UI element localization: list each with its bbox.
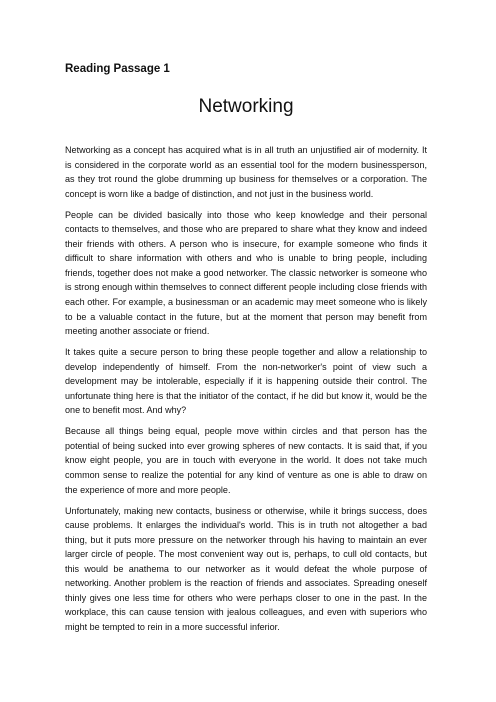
- page-title: Networking: [198, 96, 294, 117]
- paragraph-3: It takes quite a secure person to bring these people together and allow a relationship to develop independently of himself. From the non-networker's point of view such a development may be intolerable, especially if it is happening outside their control. The unfortunate thing here is that the initiator of the contact, if he did but know it, would be the one to benefit most. And why?: [65, 347, 427, 416]
- paragraph-1: Networking as a concept has acquired what is in all truth an unjustified air of modernity. It is considered in the corporate world as an essential tool for the modern businessperson, as they trot round the globe drumming up business for themselves or a corporation. The concept is worn like a badge of distinction, and not just in the business world.: [65, 145, 427, 199]
- paragraph-4: Because all things being equal, people move within circles and that person has the potential of being sucked into ever growing spheres of new contacts. It is said that, if you know eight people, you are in touch with everyone in the world. It does not take much common sense to realize the potential for any kind of venture as one is able to draw on the experience of more and more people.: [65, 426, 427, 495]
- document-page: [65, 62, 427, 641]
- section-label: Reading Passage 1: [65, 63, 170, 75]
- paragraph-5: Unfortunately, making new contacts, business or otherwise, while it brings success, does cause problems. It enlarges the individual's world. This is in truth not altogether a bad thing, but it puts more pressure on the networker through his having to maintain an ever larger circle of people. The most convenient way out is, perhaps, to cull old contacts, but this would be anathema to our networker as it would defeat the whole purpose of networking. Another problem is the reaction of friends and associates. Spreading oneself thinly gives one less time for others who were perhaps closer to one in the past. In the workplace, this can cause tension with jealous colleagues, and even with superiors who might be tempted to rein in a more successful inferior.: [65, 505, 427, 632]
- paragraph-2: People can be divided basically into those who keep knowledge and their personal contacts to themselves, and those who are prepared to share what they know and indeed their friends with others. A person who is insecure, for example someone who finds it difficult to share information with others and who is unable to bring people, including friends, together does not make a good networker. The classic networker is someone who is strong enough within themselves to connect different people including close friends with each other. For example, a businessman or an academic may meet someone who is likely to be a valuable contact in the future, but at the moment that person may benefit from meeting another associate or friend.: [65, 209, 427, 337]
